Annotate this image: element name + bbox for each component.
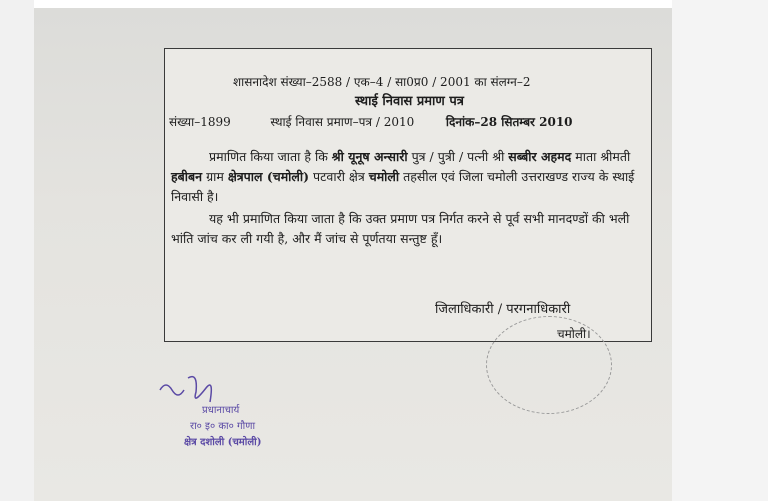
para1-text-e: पटवारी क्षेत्र: [309, 169, 369, 184]
para1-text-f: तहसील एवं जिला चमोली उत्तराखण्ड राज्य के स्थाई निवासी है।: [171, 169, 635, 204]
certificate-box: [164, 48, 652, 342]
person-name: श्री यूनूष अन्सारी: [331, 149, 408, 164]
government-order-reference: शासनादेश संख्या–2588 / एक–4 / सा0प्र0 / 2001 का संलग्न–2: [233, 75, 531, 89]
certification-paragraph: [171, 147, 645, 207]
para1-text-b: पुत्र / पुत्री / पत्नी श्री: [407, 149, 509, 164]
para1-text-c: माता श्रीमती: [571, 149, 631, 164]
certificate-reference: स्थाई निवास प्रमाण–पत्र / 2010: [270, 115, 415, 129]
verification-paragraph: यह भी प्रमाणित किया जाता है कि उक्त प्रमाण पत्र निर्गत करने से पूर्व सभी मानदण्डों की भली भांति जांच कर ली गयी है, और मैं जांच से पूर्णतया सन्तुष्ट हूँ।: [171, 211, 630, 246]
stamp-role: प्रधानाचार्य: [202, 405, 240, 416]
para1-text-d: ग्राम: [202, 169, 228, 184]
certificate-number-row: [169, 113, 573, 130]
father-name: सब्बीर अहमद: [508, 149, 572, 164]
signatory-place: चमोली।: [557, 327, 591, 341]
signatory-title: जिलाधिकारी / परगनाधिकारी: [435, 302, 571, 317]
stamp-area: क्षेत्र दशोली (चमोली): [184, 437, 262, 448]
stamp-school: रा० इ० का० गौणा: [190, 421, 256, 432]
village-name: क्षेत्रपाल (चमोली): [227, 169, 310, 184]
certificate-number: संख्या–1899: [169, 115, 231, 129]
document-sheet: [34, 8, 672, 501]
patwari-area: चमोली: [368, 169, 400, 184]
right-page-margin: [672, 0, 768, 501]
certificate-title: स्थाई निवास प्रमाण पत्र: [355, 94, 464, 109]
certificate-date: दिनांक–28 सितम्बर 2010: [445, 115, 573, 129]
mother-name: हबीबन: [171, 169, 203, 184]
left-page-margin: [0, 0, 34, 501]
official-seal-impression: [486, 316, 612, 414]
para1-text-a: प्रमाणित किया जाता है कि: [209, 149, 332, 164]
